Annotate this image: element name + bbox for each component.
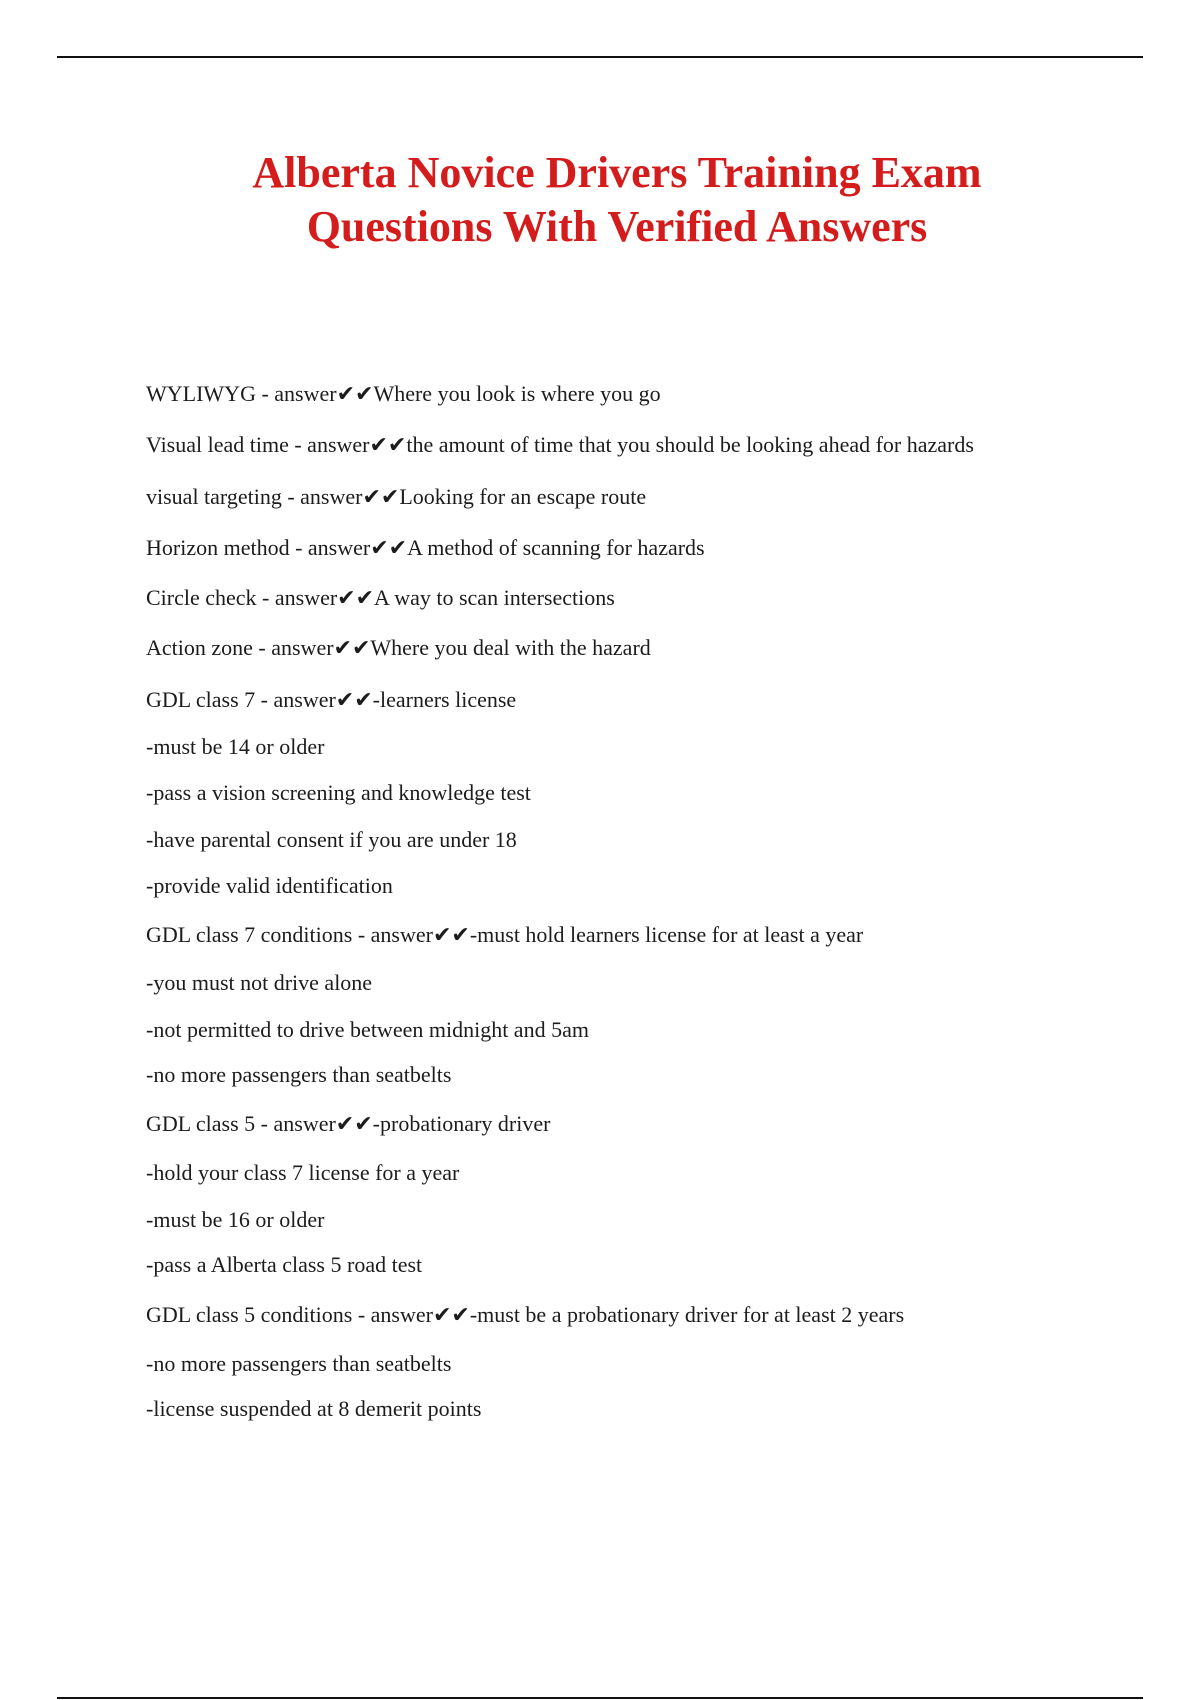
qa-line: Visual lead time - answer✔✔the amount of time that you should be looking ahead for hazards bbox=[146, 432, 974, 457]
qa-line: -no more passengers than seatbelts bbox=[146, 1351, 452, 1376]
qa-line: -provide valid identification bbox=[146, 873, 393, 898]
qa-line: Circle check - answer✔✔A way to scan intersections bbox=[146, 585, 615, 610]
qa-line: -hold your class 7 license for a year bbox=[146, 1160, 460, 1185]
qa-line: -not permitted to drive between midnight and 5am bbox=[146, 1017, 589, 1042]
qa-line: Horizon method - answer✔✔A method of scanning for hazards bbox=[146, 535, 705, 560]
qa-line: visual targeting - answer✔✔Looking for an escape route bbox=[146, 484, 647, 509]
qa-line: -pass a vision screening and knowledge test bbox=[146, 780, 531, 805]
qa-line: GDL class 7 - answer✔✔-learners license bbox=[146, 687, 517, 712]
qa-line: WYLIWYG - answer✔✔Where you look is where you go bbox=[146, 381, 661, 406]
qa-line: -have parental consent if you are under 18 bbox=[146, 827, 517, 852]
qa-line: -no more passengers than seatbelts bbox=[146, 1062, 452, 1087]
qa-line: -you must not drive alone bbox=[146, 970, 373, 995]
qa-line: -pass a Alberta class 5 road test bbox=[146, 1252, 423, 1277]
qa-line: GDL class 5 - answer✔✔-probationary driver bbox=[146, 1111, 551, 1136]
title-line-2: Questions With Verified Answers bbox=[306, 202, 928, 251]
title-line-1: Alberta Novice Drivers Training Exam bbox=[252, 148, 982, 197]
qa-line: GDL class 5 conditions - answer✔✔-must be a probationary driver for at least 2 years bbox=[146, 1302, 905, 1327]
document-title bbox=[0, 146, 1200, 254]
top-rule bbox=[57, 56, 1143, 58]
bottom-rule bbox=[57, 1697, 1143, 1699]
qa-line: -must be 16 or older bbox=[146, 1207, 325, 1232]
qa-line: -license suspended at 8 demerit points bbox=[146, 1396, 482, 1421]
qa-line: GDL class 7 conditions - answer✔✔-must hold learners license for at least a year bbox=[146, 922, 864, 947]
qa-line: Action zone - answer✔✔Where you deal with the hazard bbox=[146, 635, 651, 660]
qa-line: -must be 14 or older bbox=[146, 734, 325, 759]
